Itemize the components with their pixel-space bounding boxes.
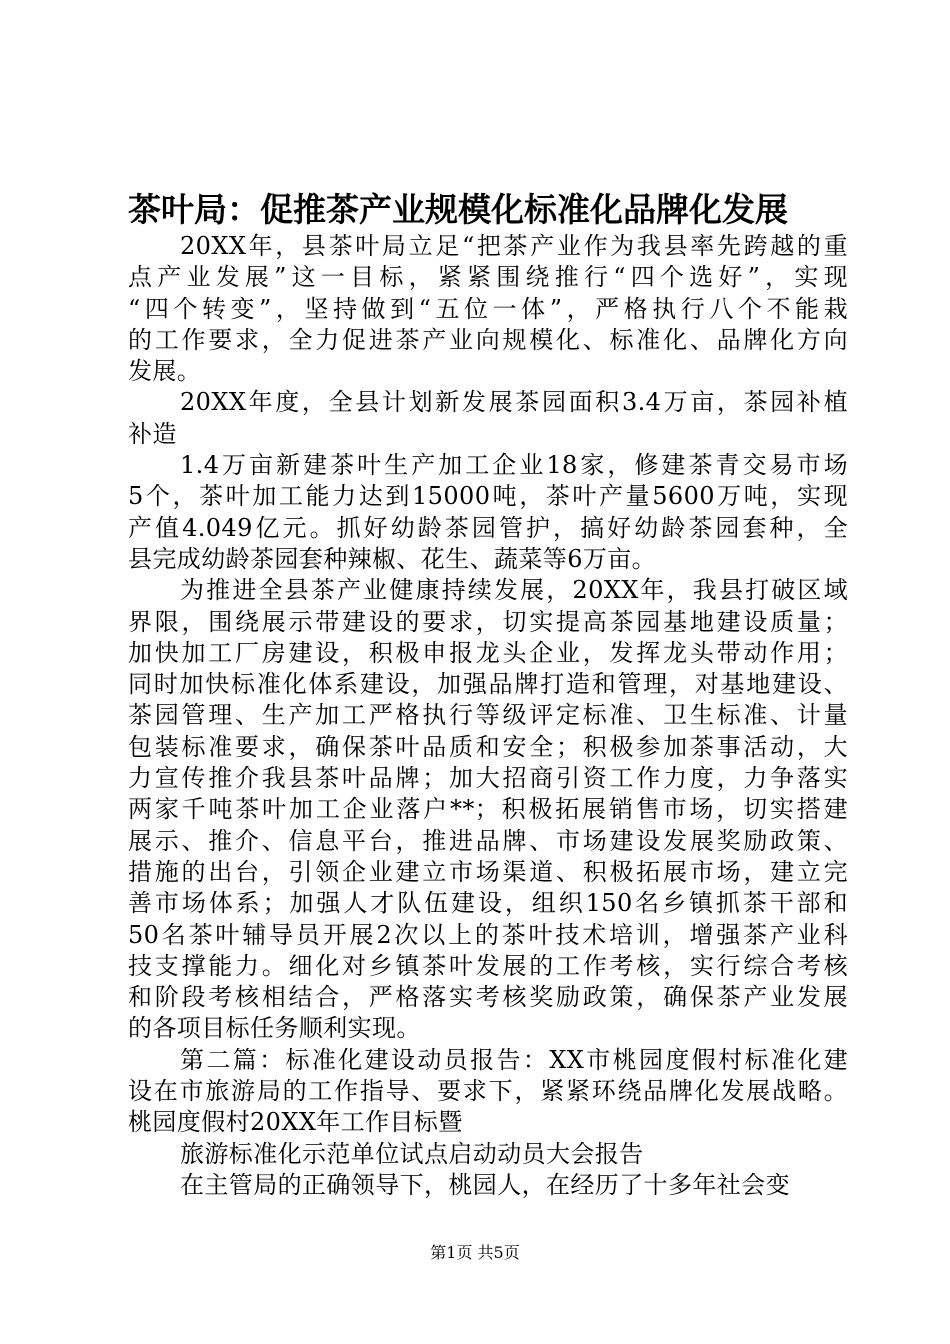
text-line: 产值4.049亿元。抓好幼龄茶园管护，搞好幼龄茶园套种，全: [128, 513, 848, 542]
document-body: [128, 231, 848, 1201]
text-line: 善市场体系；加强人才队伍建设，组织150名乡镇抓茶干部和: [128, 889, 848, 918]
text-line: 1.4万亩新建茶叶生产加工企业18家，修建茶青交易市场: [180, 451, 848, 480]
document-title: 茶叶局：促推茶产业规模化标准化品牌化发展: [128, 190, 788, 229]
text-line: 为推进全县茶产业健康持续发展，20XX年，我县打破区域: [180, 576, 848, 605]
text-line: 措施的出台，引领企业建立市场渠道、积极拓展市场，建立完: [128, 857, 848, 886]
text-line: 5个，茶叶加工能力达到15000吨，茶叶产量5600万吨，实现: [128, 482, 848, 511]
text-line: 20XX年，县茶叶局立足“把茶产业作为我县率先跨越的重: [180, 232, 848, 260]
text-line: 界限，围绕展示带建设的要求，切实提高茶园基地建设质量；: [128, 607, 848, 636]
text-line: 茶园管理、生产加工严格执行等级评定标准、卫生标准、计量: [128, 701, 848, 730]
text-line: 旅游标准化示范单位试点启动动员大会报告: [180, 1139, 644, 1168]
text-line: 补造: [128, 419, 177, 448]
text-line: 加快加工厂房建设，积极申报龙头企业，发挥龙头带动作用；: [128, 638, 848, 667]
text-line: 桃园度假村20XX年工作目标暨: [128, 1108, 463, 1137]
text-line: “四个转变”，坚持做到“五位一体”，严格执行八个不能栽: [128, 294, 848, 323]
text-line: 的工作要求，全力促进茶产业向规模化、标准化、品牌化方向: [128, 325, 848, 354]
text-line: 技支撑能力。细化对乡镇茶叶发展的工作考核，实行综合考核: [128, 951, 848, 980]
text-line: 力宣传推介我县茶叶品牌；加大招商引资工作力度，力争落实: [128, 764, 848, 793]
text-line: 和阶段考核相结合，严格落实考核奖励政策，确保茶产业发展: [128, 983, 848, 1012]
text-line: 20XX年度，全县计划新发展茶园面积3.4万亩，茶园补植: [180, 388, 848, 417]
text-line: 第二篇：标准化建设动员报告：XX市桃园度假村标准化建: [180, 1045, 848, 1074]
text-line: 设在市旅游局的工作指导、要求下，紧紧环绕品牌化发展战略。: [128, 1077, 848, 1106]
text-line: 点产业发展”这一目标，紧紧围绕推行“四个选好”，实现: [128, 263, 848, 292]
text-line: 的各项目标任务顺利实现。: [128, 1014, 421, 1043]
text-line: 发展。: [128, 357, 202, 386]
text-line: 同时加快标准化体系建设，加强品牌打造和管理，对基地建设、: [128, 670, 848, 699]
text-line: 两家千吨茶叶加工企业落户**；积极拓展销售市场，切实搭建: [128, 795, 848, 824]
text-line: 展示、推介、信息平台，推进品牌、市场建设发展奖励政策、: [128, 826, 848, 855]
text-line: 县完成幼龄茶园套种辣椒、花生、蔬菜等6万亩。: [128, 544, 657, 573]
page-number-footer: 第1页 共5页: [430, 1243, 520, 1262]
text-line: 包装标准要求，确保茶叶品质和安全；积极参加茶事活动，大: [128, 732, 848, 761]
text-line: 50名茶叶辅导员开展2次以上的茶叶技术培训，增强茶产业科: [128, 920, 848, 949]
text-line: 在主管局的正确领导下，桃园人，在经历了十多年社会变: [180, 1170, 790, 1199]
